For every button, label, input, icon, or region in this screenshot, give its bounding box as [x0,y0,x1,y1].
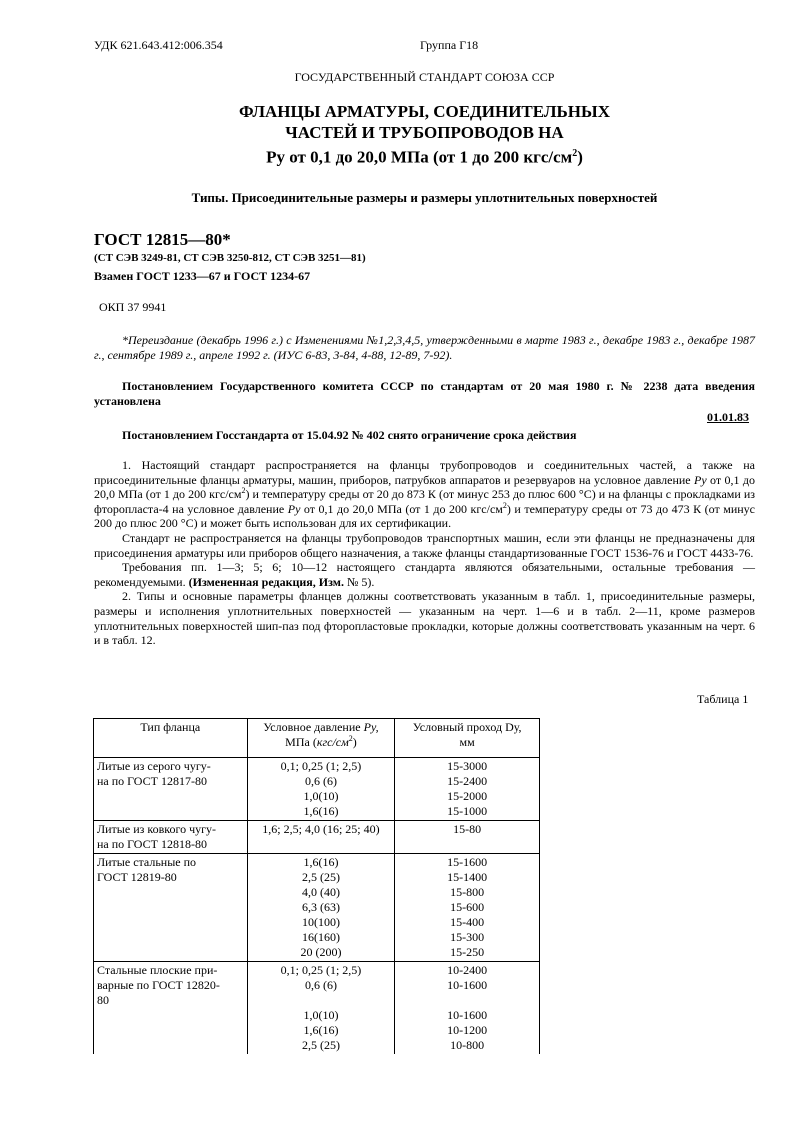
bore-cell: 15-1600 15-1400 15-800 15-600 15-400 15-300 15-250 [395,854,540,962]
flange-type-cell: Стальные плоские при- варные по ГОСТ 12820- 80 [94,962,248,1055]
udk-code: УДК 621.643.412:006.354 [94,38,223,52]
table-row [94,962,540,1055]
document-subtitle: Типы. Присоединительные размеры и размеры уплотнительных поверхностей [191,190,658,205]
title-line-3: Ру от 0,1 до 20,0 МПа (от 1 до 200 кгс/$см^2$) [266,147,583,167]
header-nominal-bore: Условный проход Dу, мм [395,719,540,758]
bore-cell: 15-80 [395,821,540,854]
st-sev-refs: (СТ СЭВ 3249-81, СТ СЭВ 3250-812, СТ СЭВ 3251—81) [94,252,366,264]
decree-2: Постановлением Госстандарта от 15.04.92 № 402 снято ограничение срока действия [122,428,577,442]
paragraph-3: Требования пп. 1—3; 5; 6; 10—12 настоящего стандарта являются обязательными, остальные требования — рекомендуемыми. (Измененная редакция, Изм. № 5). [94,560,755,589]
table-row [94,821,540,854]
standard-org: ГОСУДАРСТВЕННЫЙ СТАНДАРТ СОЮЗА ССР [294,70,555,84]
header-flange-type: Тип фланца [94,719,248,758]
decree-1: Постановлением Государственного комитета СССР по стандартам от 20 мая 1980 г. № 2238 дата введения установлена [94,379,755,408]
body-text [94,458,755,648]
pressure-cell: 0,1; 0,25 (1; 2,5) 0,6 (6) 1,0(10) 1,6(16) 2,5 (25) [247,962,395,1055]
flange-types-table [93,718,540,1054]
intro-date: 01.01.83 [707,410,749,424]
pressure-cell: 1,6(16) 2,5 (25) 4,0 (40) 6,3 (63) 10(100) 16(160) 20 (200) [247,854,395,962]
table-caption: Таблица 1 [697,692,749,706]
paragraph-1: 1. Настоящий стандарт распространяется на фланцы трубопроводов и соединительных частей, а также на присоединительные фланцы арматуры, машин, приборов, патрубков аппаратов и резервуаров на условное давление Ру от 0,1 до 20,0 МПа (от 1 до 200 кгс/$см^2$) и температуру среды от 20 до 873 К (от минус 253 до плюс 600 °С) и на фланцы с прокладками из фторопласта-4 на условное давление Ру от 0,1 до 20,0 МПа (от 1 до 200 кгс/$см^2$) и температуру среды от 73 до 473 К (от минус 200 до плюс 200 °С) и может быть использован для их сертификации. [94,458,755,531]
flange-type-cell: Литые стальные по ГОСТ 12819-80 [94,854,248,962]
okp-code: ОКП 37 9941 [99,300,167,314]
document-title [94,101,755,168]
group-code: Группа Г18 [420,38,479,52]
replaces-standards: Взамен ГОСТ 1233—67 и ГОСТ 1234-67 [94,269,311,283]
title-line-2: ЧАСТЕЙ И ТРУБОПРОВОДОВ НА [285,123,564,142]
reissue-note: *Переиздание (декабрь 1996 г.) с Изменениями №1,2,3,4,5, утвержденными в марте 1983 г., декабре 1983 г., декабре 1987 г., сентябре 1989 г., апреле 1992 г. (ИУС 6-83, 3-84, 4-88, 12-89, 7-92). [94,333,755,362]
flange-type-cell: Литые из ковкого чугу- на по ГОСТ 12818-80 [94,821,248,854]
paragraph-4: 2. Типы и основные параметры фланцев должны соответствовать указанным в табл. 1, присоединительные размеры, размеры и исполнения уплотнительных поверхностей — указанным на черт. 1—6 и в табл. 2—11, кроме размеров уплотнительных поверхностей шип-паз под фторопластовые прокладки, которые должны соответствовать указанным на черт. 6 и в табл. 12. [94,589,755,648]
pressure-cell: 1,6; 2,5; 4,0 (16; 25; 40) [247,821,395,854]
pressure-cell: 0,1; 0,25 (1; 2,5) 0,6 (6) 1,0(10) 1,6(16) [247,758,395,821]
bore-cell: 15-3000 15-2400 15-2000 15-1000 [395,758,540,821]
paragraph-2: Стандарт не распространяется на фланцы трубопроводов транспортных машин, если эти фланцы не предназначены для присоединения арматуры или приборов общего назначения, а также фланцы стандартизованные ГОСТ 1536-76 и ГОСТ 4433-76. [94,530,755,560]
gost-number: ГОСТ 12815—80* [94,230,231,249]
flange-type-cell: Литые из серого чугу- на по ГОСТ 12817-80 [94,758,248,821]
table-row [94,854,540,962]
table-row [94,758,540,821]
bore-cell: 10-2400 10-1600 10-1600 10-1200 10-800 [395,962,540,1055]
header-pressure: Условное давление Ру, МПа $(кгс/см^2)$ [247,719,395,758]
title-line-1: ФЛАНЦЫ АРМАТУРЫ, СОЕДИНИТЕЛЬНЫХ [239,102,610,121]
